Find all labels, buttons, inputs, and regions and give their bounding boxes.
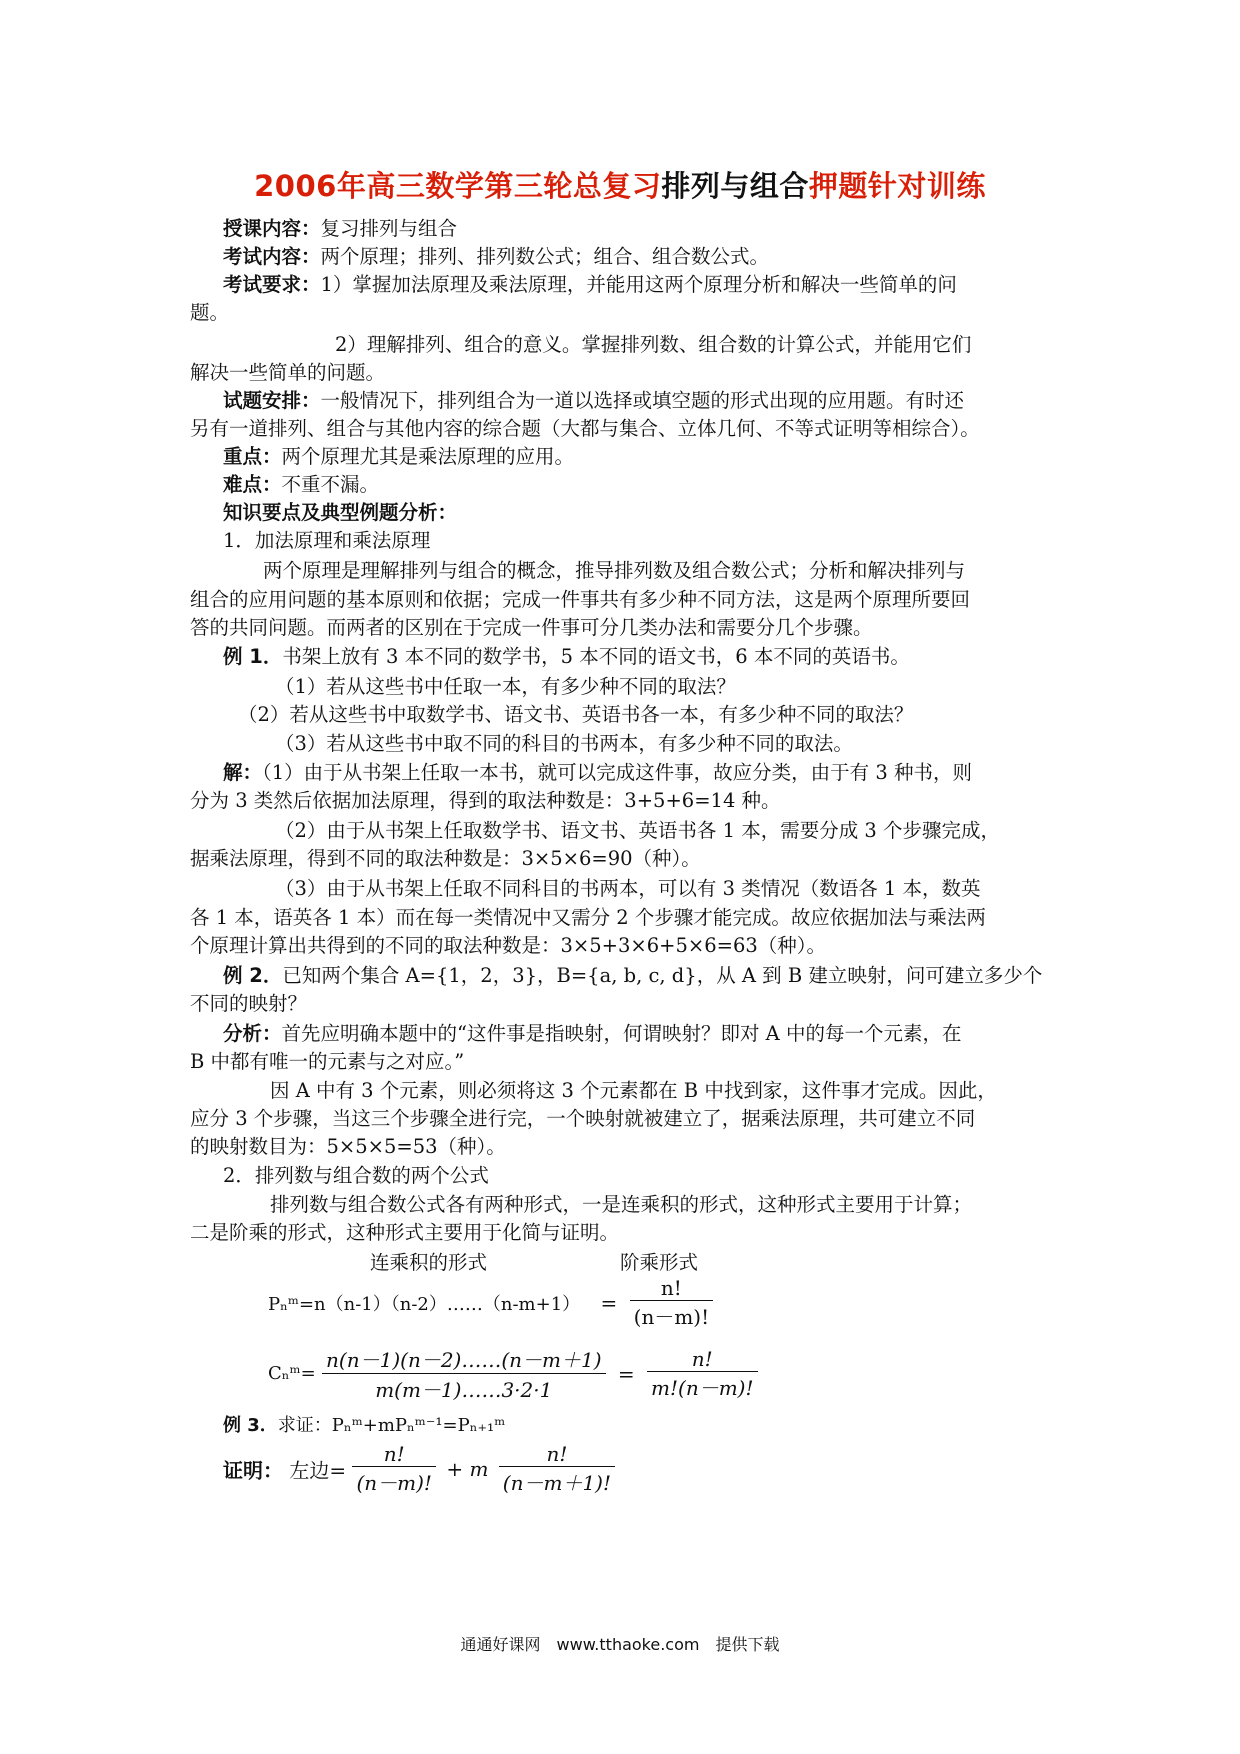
paragraph-line: 因 A 中有 3 个元素，则必须将这 3 个元素都在 B 中找到家，这件事才完成。因此，	[270, 1079, 997, 1102]
section-heading: 知识要点及典型例题分析：	[223, 501, 458, 524]
permutation-fraction: $\frac{n!}{(n-m)!}$	[630, 1276, 714, 1330]
proof-fraction-1: $\frac{n!}{(n-m)!}$	[352, 1442, 436, 1496]
paragraph-line: 两个原理是理解排列与组合的概念，推导排列数及组合数公式；分析和解决排列与	[263, 559, 966, 582]
line-exam-content: 考试内容：两个原理；排列、排列数公式；组合、组合数公式。	[223, 245, 770, 268]
example-2: 例 2．已知两个集合 A={1，2，3}，B={a, b, c, d}，从 A 到 B 建立映射，问可建立多少个	[223, 964, 1043, 987]
subsection-heading: 2．排列数与组合数的两个公式	[223, 1164, 489, 1187]
paragraph-line: 排列数与组合数公式各有两种形式，一是连乘积的形式，这种形式主要用于计算；	[270, 1193, 973, 1216]
title-part-2: 排列与组合	[661, 169, 809, 203]
paragraph-line: 答的共同问题。而两者的区别在于完成一件事可分几类办法和需要分几个步骤。	[190, 616, 873, 639]
paragraph-line: （2）由于从书架上任取数学书、语文书、英语书各 1 本，需要分成 3 个步骤完成，	[275, 819, 1001, 842]
combination-formula: Cₙᵐ= $\frac{n(n-1)(n-2)\dots\dots(n-m+1)}{m(m-1)\dots\dots 3\cdot 2\cdot 1}$ = $\frac{n!}{m!(n-m)!}$	[268, 1344, 758, 1403]
paragraph-line: B 中都有唯一的元素与之对应。”	[190, 1050, 465, 1073]
paragraph-line: 解决一些简单的问题。	[190, 361, 386, 384]
paragraph-line: 2）理解排列、组合的意义。掌握排列数、组合数的计算公式，并能用它们	[335, 333, 972, 356]
paragraph-line: 不同的映射？	[190, 992, 308, 1015]
paragraph-line: 个原理计算出共得到的不同的取法种数是：3×5+3×6+5×6=63（种）。	[190, 934, 827, 957]
example-3: 例 3．求证：Pₙᵐ+mPₙᵐ⁻¹=Pₙ₊₁ᵐ	[223, 1415, 506, 1436]
example-1: 例 1．书架上放有 3 本不同的数学书，5 本不同的语文书，6 本不同的英语书。	[223, 645, 910, 668]
line-difficulty: 难点：不重不漏。	[223, 473, 380, 496]
permutation-lhs: Pₙᵐ=n（n-1）（n-2）……（n-m+1）	[268, 1294, 581, 1315]
combination-lhs: Cₙᵐ=	[268, 1363, 316, 1384]
permutation-formula: Pₙᵐ=n（n-1）（n-2）……（n-m+1） = $\frac{n!}{(n-m)!}$	[268, 1276, 713, 1330]
paragraph-line: （1）若从这些书中任取一本，有多少种不同的取法？	[275, 675, 736, 698]
paragraph-line: （2）若从这些书中取数学书、语文书、英语书各一本，有多少种不同的取法？	[238, 703, 914, 726]
paragraph-line: 的映射数目为：5×5×5=53（种）。	[190, 1135, 506, 1158]
subsection-heading: 1．加法原理和乘法原理	[223, 529, 431, 552]
page-title	[0, 164, 1240, 205]
paragraph-line: 各 1 本，语英各 1 本）而在每一类情况中又需分 2 个步骤才能完成。故应依据加法与乘法两	[190, 906, 986, 929]
line-content: 授课内容：复习排列与组合	[223, 217, 458, 240]
line-arrangement: 试题安排：一般情况下，排列组合为一道以选择或填空题的形式出现的应用题。有时还	[223, 389, 965, 412]
paragraph-line: 另有一道排列、组合与其他内容的综合题（大都与集合、立体几何、不等式证明等相综合）。	[190, 417, 980, 440]
combination-fraction-factorial: $\frac{n!}{m!(n-m)!}$	[647, 1347, 758, 1401]
analysis-2: 分析：首先应明确本题中的“这件事是指映射，何谓映射？即对 A 中的每一个元素，在	[223, 1022, 962, 1045]
paragraph-line: 据乘法原理，得到不同的取法种数是：3×5×6=90（种）。	[190, 847, 701, 870]
solution-1: 解：（1）由于从书架上任取一本书，就可以完成这件事，故应分类，由于有 3 种书，则	[223, 761, 972, 784]
combination-fraction-product: $\frac{n(n-1)(n-2)\dots\dots(n-m+1)}{m(m-1)\dots\dots 3\cdot 2\cdot 1}$	[322, 1344, 605, 1403]
paragraph-line: 题。	[190, 301, 230, 324]
column-header-right: 阶乘形式	[620, 1251, 699, 1274]
paragraph-line: 分为 3 类然后依据加法原理，得到的取法种数是：3+5+6=14 种。	[190, 789, 781, 812]
paragraph-line: 组合的应用问题的基本原则和依据；完成一件事共有多少种不同方法，这是两个原理所要回	[190, 588, 971, 611]
paragraph-line: 应分 3 个步骤，当这三个步骤全进行完，一个映射就被建立了，据乘法原理，共可建立不同	[190, 1107, 976, 1130]
proof: 证明： 左边= $\frac{n!}{(n-m)!}$ + m $\frac{n!}{(n-m+1)!}$	[223, 1442, 615, 1496]
proof-fraction-2: $\frac{n!}{(n-m+1)!}$	[499, 1442, 615, 1496]
page-footer: 通通好课网 www.tthaoke.com 提供下载	[460, 1635, 780, 1654]
paragraph-line: 二是阶乘的形式，这种形式主要用于化简与证明。	[190, 1221, 620, 1244]
line-exam-req: 考试要求：1）掌握加法原理及乘法原理，并能用这两个原理分析和解决一些简单的问	[223, 273, 957, 296]
line-key-point: 重点：两个原理尤其是乘法原理的应用。	[223, 445, 575, 468]
column-header-left: 连乘积的形式	[370, 1251, 488, 1274]
paragraph-line: （3）由于从书架上任取不同科目的书两本，可以有 3 类情况（数语各 1 本，数英	[275, 877, 981, 900]
title-part-3: 押题针对训练	[808, 169, 986, 203]
paragraph-line: （3）若从这些书中取不同的科目的书两本，有多少种不同的取法。	[275, 732, 853, 755]
title-part-1: 2006年高三数学第三轮总复习	[254, 169, 662, 203]
